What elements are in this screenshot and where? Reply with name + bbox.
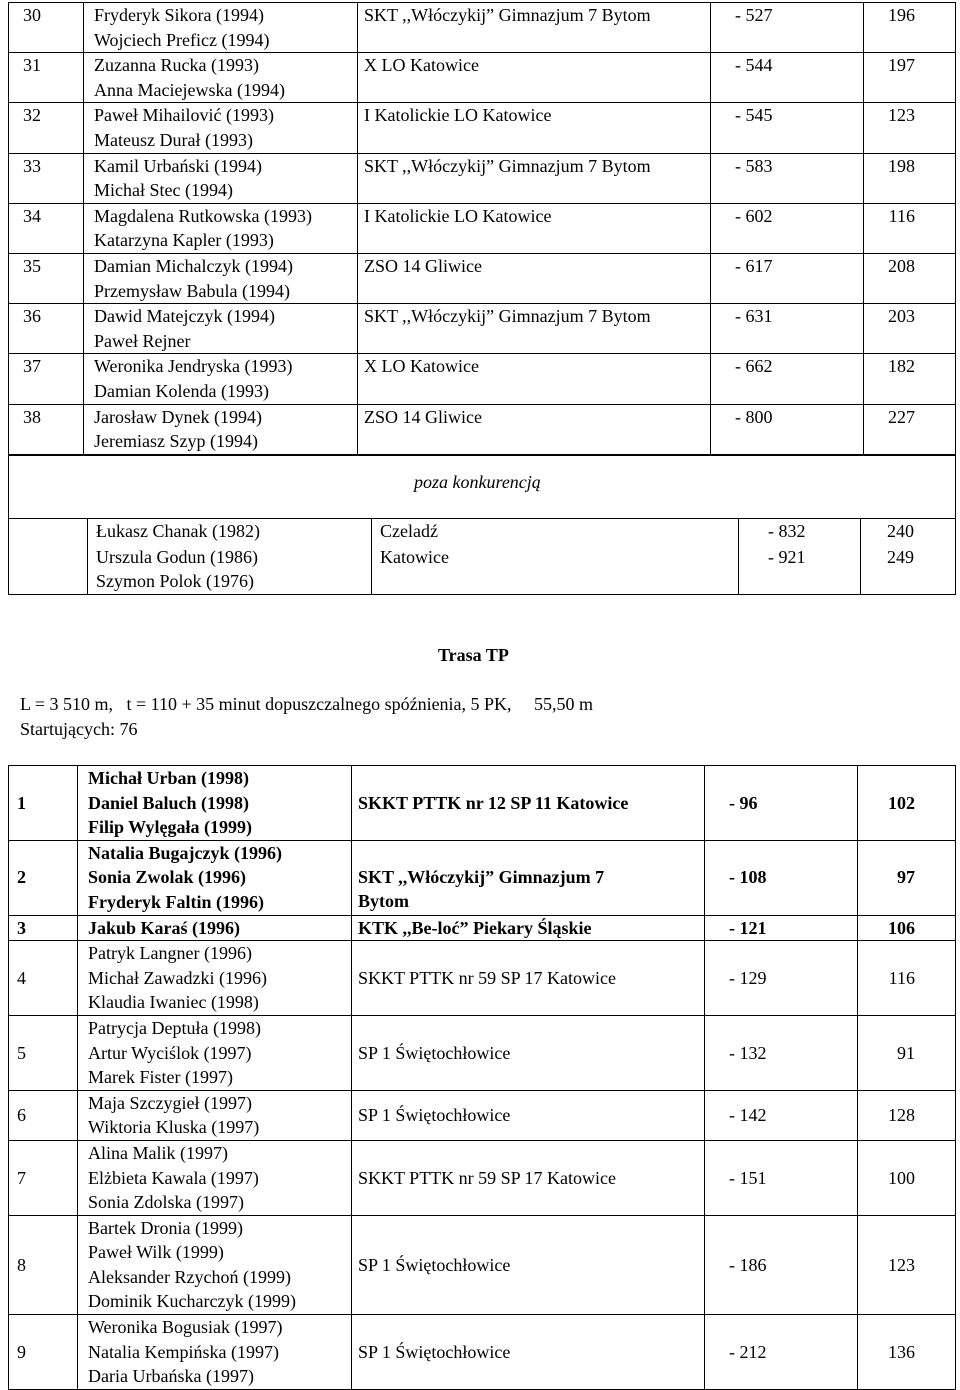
result-value: - 96 (729, 792, 758, 813)
points-value-cell (858, 766, 956, 841)
participant-name: Jeremiasz Szyp (1994) (94, 431, 258, 452)
result-value: - 545 (735, 105, 773, 126)
place-number-cell (9, 840, 78, 915)
participant-name: Artur Wyciślok (1997) (88, 1042, 252, 1063)
club-name: SKKT PTTK nr 12 SP 11 Katowice (358, 792, 629, 813)
result-row (9, 203, 956, 253)
club-name: SP 1 Świętochłowice (358, 1042, 511, 1063)
participant-name: Patrycja Deptuła (1998) (88, 1017, 261, 1038)
club-name: X LO Katowice (364, 356, 479, 377)
points-value-cell (858, 1315, 956, 1390)
result-value-cell (711, 3, 864, 53)
result-value: - 121 (729, 917, 767, 938)
result-value-cell (705, 1215, 858, 1314)
result-row (9, 354, 956, 404)
points-value: 91 (897, 1042, 915, 1063)
participant-name: Michał Stec (1994) (94, 180, 233, 201)
club-name-cell (358, 404, 711, 454)
club-name-cell (358, 253, 711, 303)
club-name: SKT ,,Włóczykij” Gimnazjum 7 Bytom (364, 306, 651, 327)
participant-name-cell (78, 1015, 352, 1090)
club-name-cell (358, 53, 711, 103)
result-value-cell (705, 1315, 858, 1390)
place-number-cell (9, 766, 78, 841)
participant-name: Katarzyna Kapler (1993) (94, 230, 274, 251)
place-number-cell (9, 354, 84, 404)
participant-name-cell (84, 253, 358, 303)
result-value-cell (711, 354, 864, 404)
result-value-cell (705, 840, 858, 915)
result-row (9, 103, 956, 153)
result-value: - 108 (729, 867, 767, 888)
place-number-cell (9, 1140, 78, 1215)
participant-name: Alina Malik (1997) (88, 1142, 228, 1163)
points-value-cell (858, 1015, 956, 1090)
place-number: 34 (23, 205, 41, 226)
points-value-cell (864, 203, 956, 253)
result-value-cell (711, 203, 864, 253)
non-competition-rows (9, 518, 955, 595)
route-title: Trasa TP (438, 645, 509, 665)
place-number-cell (9, 153, 84, 203)
result-row (9, 915, 956, 941)
participant-name: Szymon Polok (1976) (96, 571, 255, 591)
result-value-cell (705, 1140, 858, 1215)
participant-name: Natalia Kempińska (1997) (88, 1341, 279, 1362)
club-name-cell (352, 915, 705, 941)
place-number: 37 (23, 356, 41, 377)
participant-name: Jakub Karaś (1996) (88, 917, 241, 938)
result-value: - 132 (729, 1042, 767, 1063)
participant-name-cell (84, 3, 358, 53)
place-number: 8 (17, 1254, 26, 1275)
participant-name: Dawid Matejczyk (1994) (94, 306, 275, 327)
points-value: 106 (888, 917, 915, 938)
place-number-cell (9, 3, 84, 53)
starters-count: Startujących: 76 (20, 718, 138, 739)
participant-name-cell (78, 1090, 352, 1140)
participant-name: Sonia Zwolak (1996) (88, 867, 247, 888)
place-number: 33 (23, 155, 41, 176)
result-value-cell (711, 103, 864, 153)
result-row (9, 1090, 956, 1140)
club-name: ZSO 14 Gliwice (364, 255, 482, 276)
result-value-cell (705, 1015, 858, 1090)
participant-name: Dominik Kucharczyk (1999) (88, 1291, 296, 1312)
place-number: 35 (23, 255, 41, 276)
participant-name: Weronika Bogusiak (1997) (88, 1317, 283, 1338)
points-value-cell (864, 354, 956, 404)
result-value: - 617 (735, 255, 773, 276)
participant-name-cell (84, 103, 358, 153)
participant-name: Elżbieta Kawala (1997) (88, 1167, 259, 1188)
points-value: 123 (888, 1254, 915, 1275)
club-name: SKT ,,Włóczykij” Gimnazjum 7 (358, 866, 605, 887)
participant-name-cell (78, 840, 352, 915)
club-name-cell (352, 1315, 705, 1390)
participant-name-cell (78, 1140, 352, 1215)
club-name: I Katolickie LO Katowice (364, 105, 552, 126)
points-value-cell (858, 1090, 956, 1140)
place-number-cell (9, 1315, 78, 1390)
club-name: SP 1 Świętochłowice (358, 1254, 511, 1275)
participant-name: Michał Zawadzki (1996) (88, 967, 267, 988)
participant-name: Magdalena Rutkowska (1993) (94, 205, 312, 226)
place-number: 6 (17, 1105, 26, 1126)
place-number-cell (9, 1090, 78, 1140)
participant-name: Anna Maciejewska (1994) (94, 79, 285, 100)
points-value-cell (858, 915, 956, 941)
participant-name: Michał Urban (1998) (88, 768, 249, 788)
participant-name: Marek Fister (1997) (88, 1067, 233, 1088)
participant-name: Maja Szczygieł (1997) (88, 1092, 252, 1113)
place-number-cell (9, 1015, 78, 1090)
points-value: 128 (888, 1105, 915, 1126)
participant-name: Zuzanna Rucka (1993) (94, 55, 259, 76)
points-value-cell (858, 1140, 956, 1215)
result-value: - 212 (729, 1341, 767, 1362)
place-number: 4 (17, 967, 26, 988)
result-row (9, 53, 956, 103)
club-name-cell (352, 1090, 705, 1140)
points-value: 100 (888, 1167, 915, 1188)
route-info (20, 692, 593, 741)
result-value: - 631 (735, 306, 773, 327)
participant-name: Klaudia Iwaniec (1998) (88, 992, 259, 1013)
result-row (9, 304, 956, 354)
result-row (9, 253, 956, 303)
result-row (9, 840, 956, 915)
participant-name: Aleksander Rzychoń (1999) (88, 1266, 291, 1287)
place-number: 36 (23, 306, 41, 327)
results-table-route (8, 765, 956, 1390)
participant-name: Sonia Zdolska (1997) (88, 1192, 244, 1213)
participant-name: Fryderyk Faltin (1996) (88, 891, 264, 912)
points-value: 182 (888, 356, 915, 377)
result-value: - 142 (729, 1105, 767, 1126)
place-number: 3 (17, 917, 26, 938)
participant-name: Mateusz Durał (1993) (94, 129, 253, 150)
participant-name: Przemysław Babula (1994) (94, 280, 290, 301)
place-number: 2 (17, 867, 26, 888)
points-value: 240 (887, 521, 914, 541)
points-value: 116 (888, 205, 915, 226)
points-value-cell (864, 3, 956, 53)
result-value: - 544 (735, 55, 773, 76)
participant-name: Kamil Urbański (1994) (94, 155, 262, 176)
result-value-cell (705, 1090, 858, 1140)
results-table-top (8, 2, 956, 455)
club-name-cell (358, 304, 711, 354)
result-value: - 662 (735, 356, 773, 377)
points-value-cell (864, 153, 956, 203)
participant-name-cell (84, 304, 358, 354)
place-number: 7 (17, 1167, 26, 1188)
result-row (9, 1015, 956, 1090)
club-name-cell (352, 1140, 705, 1215)
participant-name-cell (78, 941, 352, 1016)
result-row (9, 1315, 956, 1390)
participant-name-cell (84, 53, 358, 103)
points-value: 249 (887, 547, 914, 567)
participant-name: Damian Michalczyk (1994) (94, 255, 293, 276)
result-row (9, 1215, 956, 1314)
club-name: X LO Katowice (364, 55, 479, 76)
club-name: KTK ,,Be-loć” Piekary Śląskie (358, 917, 592, 938)
participant-name: Daniel Baluch (1998) (88, 792, 250, 813)
route-parameters: L = 3 510 m, t = 110 + 35 minut dopuszczalnego spóźnienia, 5 PK, 55,50 m (20, 694, 594, 714)
participant-name: Urszula Godun (1986) (96, 547, 258, 567)
participant-name-cell (84, 203, 358, 253)
participant-name: Fryderyk Sikora (1994) (94, 5, 264, 25)
result-value-cell (705, 915, 858, 941)
club-name: SKKT PTTK nr 59 SP 17 Katowice (358, 967, 616, 988)
place-number-cell (9, 253, 84, 303)
participant-name: Patryk Langner (1996) (88, 943, 252, 964)
points-value-cell (858, 941, 956, 1016)
points-value: 102 (888, 792, 915, 813)
participant-name: Daria Urbańska (1997) (88, 1366, 254, 1387)
place-number-cell (9, 304, 84, 354)
club-name-cell (352, 941, 705, 1016)
points-value: 203 (888, 306, 915, 327)
participant-name-cell (78, 915, 352, 941)
result-value: - 129 (729, 967, 767, 988)
club-name: Bytom (358, 891, 409, 912)
place-number: 5 (17, 1042, 26, 1063)
club-name: SKT ,,Włóczykij” Gimnazjum 7 Bytom (364, 155, 651, 176)
place-number-cell (9, 915, 78, 941)
result-value-cell (705, 941, 858, 1016)
place-number-cell (9, 1215, 78, 1314)
place-number: 30 (23, 5, 41, 25)
place-number-cell (9, 53, 84, 103)
participant-name-cell (78, 1215, 352, 1314)
club-name: ZSO 14 Gliwice (364, 406, 482, 427)
result-value: - 800 (735, 406, 773, 427)
club-name-cell (352, 1215, 705, 1314)
non-competition-section (8, 455, 956, 595)
club-name-cell (358, 203, 711, 253)
club-name: Czeladź (380, 521, 438, 541)
points-value-cell (864, 53, 956, 103)
result-value: - 832 (768, 521, 806, 541)
points-value-cell (858, 1215, 956, 1314)
participant-name: Paweł Rejner (94, 330, 191, 351)
result-row (9, 404, 956, 454)
points-value-cell (864, 404, 956, 454)
result-value-cell (711, 304, 864, 354)
club-name-cell (358, 153, 711, 203)
points-value: 123 (888, 105, 915, 126)
result-value: - 602 (735, 205, 773, 226)
participant-name: Natalia Bugajczyk (1996) (88, 842, 282, 863)
points-value: 116 (888, 967, 915, 988)
participant-name-cell (78, 1315, 352, 1390)
result-value: - 151 (729, 1167, 767, 1188)
result-row (9, 941, 956, 1016)
participant-name-cell (84, 354, 358, 404)
points-value-cell (864, 103, 956, 153)
place-number: 31 (23, 55, 41, 76)
non-competition-row (9, 519, 955, 545)
points-value-cell (864, 304, 956, 354)
points-value-cell (864, 253, 956, 303)
result-value-cell (711, 404, 864, 454)
non-competition-title: poza konkurencją (414, 472, 541, 492)
place-number-cell (9, 941, 78, 1016)
participant-name: Paweł Wilk (1999) (88, 1242, 224, 1263)
points-value: 136 (888, 1341, 915, 1362)
participant-name: Jarosław Dynek (1994) (94, 406, 262, 427)
place-number-cell (9, 203, 84, 253)
points-value: 227 (888, 406, 915, 427)
place-number: 1 (17, 792, 26, 813)
participant-name: Wojciech Preficz (1994) (94, 29, 270, 50)
result-value: - 583 (735, 155, 773, 176)
club-name-cell (352, 766, 705, 841)
participant-name: Filip Wylęgała (1999) (88, 817, 252, 838)
place-number-cell (9, 103, 84, 153)
club-name-cell (352, 840, 705, 915)
result-row (9, 766, 956, 841)
club-name-cell (358, 3, 711, 53)
place-number: 9 (17, 1341, 26, 1362)
participant-name: Łukasz Chanak (1982) (96, 521, 260, 541)
points-value-cell (858, 840, 956, 915)
points-value: 198 (888, 155, 915, 176)
result-value: - 527 (735, 5, 773, 25)
result-row (9, 1140, 956, 1215)
club-name-cell (358, 103, 711, 153)
result-row (9, 153, 956, 203)
participant-name: Bartek Dronia (1999) (88, 1217, 243, 1238)
participant-name-cell (84, 153, 358, 203)
participant-name: Wiktoria Kluska (1997) (88, 1117, 260, 1138)
points-value: 197 (888, 55, 915, 76)
place-number-cell (9, 404, 84, 454)
club-name: SP 1 Świętochłowice (358, 1341, 511, 1362)
result-value-cell (711, 153, 864, 203)
participant-name-cell (84, 404, 358, 454)
club-name: SP 1 Świętochłowice (358, 1105, 511, 1126)
result-row (9, 3, 956, 53)
points-value: 97 (897, 867, 915, 888)
club-name-cell (352, 1015, 705, 1090)
participant-name: Weronika Jendryska (1993) (94, 356, 293, 377)
participant-name-cell (78, 766, 352, 841)
participant-name: Damian Kolenda (1993) (94, 380, 269, 401)
club-name-cell (358, 354, 711, 404)
place-number: 32 (23, 105, 41, 126)
result-value: - 186 (729, 1254, 767, 1275)
club-name: Katowice (380, 547, 449, 567)
club-name: I Katolickie LO Katowice (364, 205, 552, 226)
non-competition-row (9, 545, 955, 595)
result-value-cell (711, 53, 864, 103)
place-number: 38 (23, 406, 41, 427)
participant-name: Paweł Mihailović (1993) (94, 105, 274, 126)
points-value: 196 (888, 5, 915, 25)
club-name: SKKT PTTK nr 59 SP 17 Katowice (358, 1167, 616, 1188)
club-name: SKT ,,Włóczykij” Gimnazjum 7 Bytom (364, 5, 651, 25)
result-value-cell (711, 253, 864, 303)
points-value: 208 (888, 255, 915, 276)
result-value: - 921 (768, 547, 806, 567)
result-value-cell (705, 766, 858, 841)
